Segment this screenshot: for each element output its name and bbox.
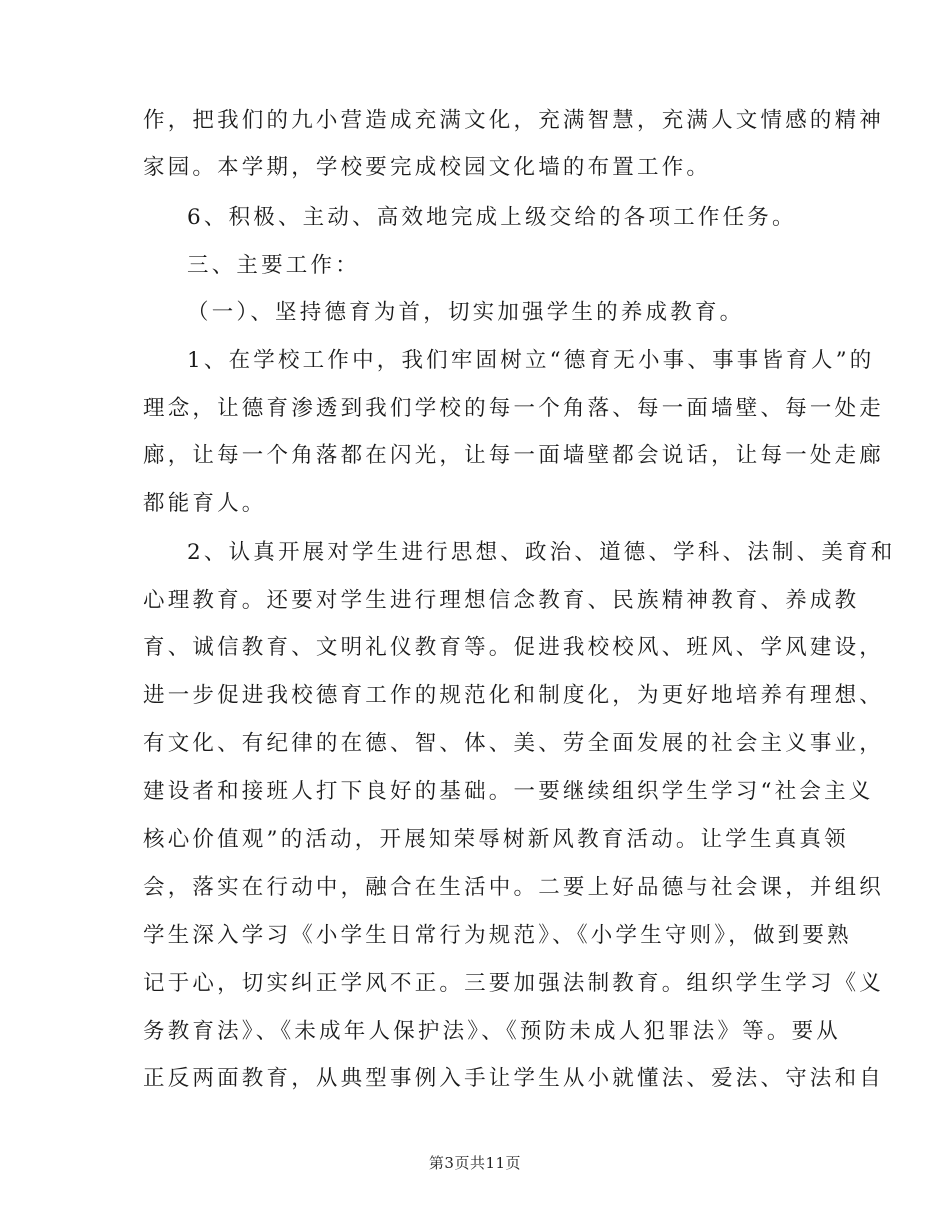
paragraph-1-start: 1、在学校工作中，我们牢固树立“德育无小事、事事皆育人”的 (187, 348, 875, 373)
body-text-line: 建设者和接班人打下良好的基础。一要继续组织学生学习“社会主义 (143, 779, 874, 804)
body-text-line: 理念，让德育渗透到我们学校的每一个角落、每一面墙壁、每一处走 (143, 396, 885, 421)
list-item-6: 6、积极、主动、高效地完成上级交给的各项工作任务。 (187, 205, 797, 230)
body-text-line: 家园。本学期，学校要完成校园文化墙的布置工作。 (143, 155, 712, 180)
body-text-line: 进一步促进我校德育工作的规范化和制度化，为更好地培养有理想、 (143, 683, 885, 708)
body-text-line: 务教育法》、《未成年人保护法》、《预防未成人犯罪法》等。要从 (143, 1019, 842, 1044)
page-number-footer: 第3页共11页 (428, 1154, 522, 1172)
body-text-line: 记于心，切实纠正学风不正。三要加强法制教育。组织学生学习《义 (143, 971, 885, 996)
body-text-line: 会，落实在行动中，融合在生活中。二要上好品德与社会课，并组织 (143, 875, 885, 900)
body-text-line: 作，把我们的九小营造成充满文化，充满智慧，充满人文情感的精神 (143, 108, 885, 133)
body-text-line: 有文化、有纪律的在德、智、体、美、劳全面发展的社会主义事业， (143, 731, 885, 756)
section-heading: 三、主要工作： (187, 253, 360, 278)
body-text-line: 育、诚信教育、文明礼仪教育等。促进我校校风、班风、学风建设， (143, 635, 885, 660)
paragraph-2-start: 2、认真开展对学生进行思想、政治、道德、学科、法制、美育和 (187, 540, 896, 565)
body-text-line: 学生深入学习《小学生日常行为规范》、《小学生守则》，做到要熟 (143, 923, 852, 948)
body-text-line: 廊，让每一个角落都在闪光，让每一面墙壁都会说话，让每一处走廊 (143, 443, 885, 468)
body-text-line: 核心价值观”的活动，开展知荣辱树新风教育活动。让学生真真领 (143, 827, 849, 852)
body-text-line: 心理教育。还要对学生进行理想信念教育、民族精神教育、养成教 (143, 588, 860, 613)
body-text-line: 正反两面教育，从典型事例入手让学生从小就懂法、爱法、守法和自 (143, 1066, 885, 1091)
body-text-line: 都能育人。 (143, 491, 267, 516)
subsection-heading: （一）、坚持德育为首，切实加强学生的养成教育。 (187, 300, 745, 325)
